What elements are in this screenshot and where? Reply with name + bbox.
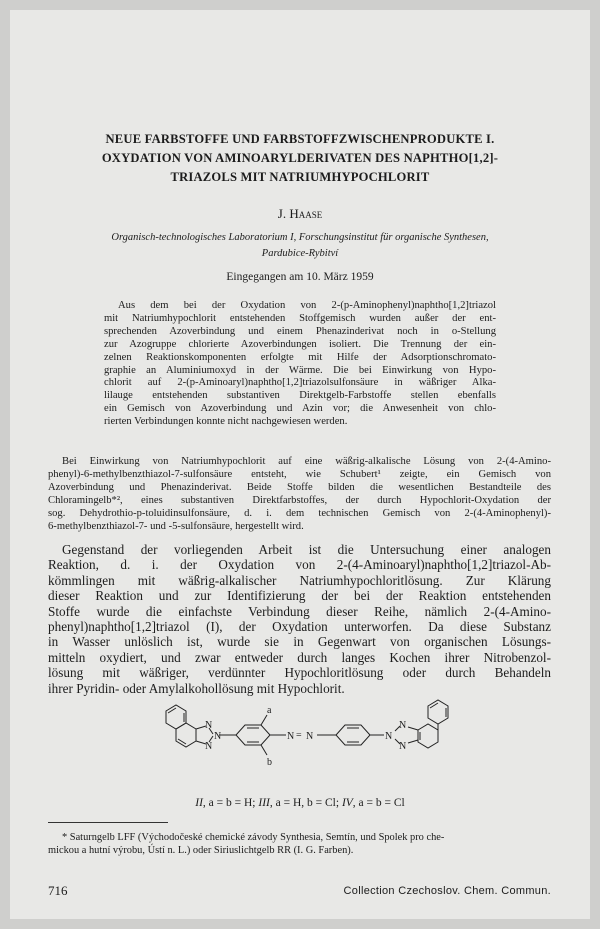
intro-line: 6-methylbenzthiazol-7- und -5-sulfonsäure, hergestellt wird. [48,520,304,532]
footnote-rule [48,822,168,823]
abstract-line: mit Natriumhypochlorit entstehenden Stoffgemisch wurden außer der ent- [104,312,496,324]
body-line: dieser Reaktion und zur Identifizierung der bei der Reaktion entstehenden [48,588,551,604]
caption-compound-number: IV [341,797,353,809]
n-atom-label: N [205,720,213,731]
figure-caption [50,796,550,810]
journal-page [10,10,590,919]
double-bond-sign: = [296,730,302,741]
n-atom-label: N [399,741,407,752]
abstract [104,300,496,429]
body-line: phenyl)naphtho[1,2]triazol (I), der Oxydation unterworfen. Da diese Substanz [48,619,551,635]
abstract-line: sprechenden Azoverbindung und einem Phenazinderivat noch in o-Stellung [104,325,496,337]
n-atom-label: N [306,731,314,742]
page-number: 716 [48,883,68,898]
affiliation-line: Pardubice-Rybitví [261,248,339,259]
author: J. Haase [277,206,323,221]
title-line: NEUE FARBSTOFFE UND FARBSTOFFZWISCHENPRODUKTE I. [105,132,495,146]
azo-structure-figure [150,698,480,790]
title-line: OXYDATION VON AMINOARYLDERIVATEN DES NAPHTHO[1,2]- [101,151,499,165]
abstract-line: graphie an Aluminiumoxyd in der Wärme. Die bei Einwirkung von Hypo- [104,364,496,376]
affiliation [60,230,540,262]
body-line: Reaktion, d. i. der Oxydation von 2-(4-Aminoaryl)naphtho[1,2]triazol-Ab- [48,557,551,573]
abstract-line: ein Gemisch von Azoverbindung und Azin vor; die Anwesenheit von chlo- [104,403,496,415]
abstract-line: lilauge entstehenden substantiven Direktgelb-Farbstoffe stellen ebenfalls [104,390,496,402]
right-naphthalene-ring-1 [418,724,438,748]
left-naphthalene-ring-1 [166,705,186,729]
substituent-b-label: b [267,757,272,768]
intro-paragraph [48,456,551,533]
body-line: Stoffe wurde die einfachste Verbindung dieser Reihe, nämlich 2-(4-Amino- [48,603,551,619]
body-line: ihrer Pyridin- oder Amylalkohollösung mit Hypochlorit. [48,680,345,696]
abstract-line: zur Azogruppe chlorierte Azoverbindungen isoliert. Die Trennung der ein- [104,338,496,350]
journal-name: Collection Czechoslov. Chem. Commun. [343,885,551,897]
footnote [48,831,551,857]
n-atom-label: N [287,731,295,742]
body-line: lösung mit wäßriger, verdünnter Hypochloritlösung oder durch Behandeln [48,665,551,681]
caption-text: , a = H, b = Cl; [269,797,340,809]
caption-compound-number: II [195,797,203,809]
left-naphthalene-ring-2 [176,723,196,747]
body-line: mitteln oxydiert, und zwar entweder durch langes Kochen ihrer Nitrobenzol- [48,649,551,665]
n-atom-label: N [399,720,407,731]
received-date: Eingegangen am 10. März 1959 [226,271,374,283]
footnote-line: mickou a hutní výrobu, Ústí n. L.) oder Siriuslichtgelb RR (I. G. Farben). [48,845,354,856]
body-line: Gegenstand der vorliegenden Arbeit ist die Untersuchung einer analogen [62,542,551,557]
abstract-line: rierten Verbindungen konnte nicht nachgewiesen werden. [104,416,348,428]
title-line: TRIAZOLS MIT NATRIUMHYPOCHLORIT [170,170,430,184]
intro-line: Chloramingelb*², eines substantiven Direktfarbstoffes, der durch Hypochlorit-Oxydation der [48,494,551,506]
n-atom-label: N [385,731,393,742]
caption-text: , a = b = Cl [352,797,405,809]
footnote-line: * Saturngelb LFF (Východočeské chemické závody Synthesia, Semtín, und Spolek pro che- [62,832,445,843]
article-title [50,130,550,187]
abstract-line: zelnen Reaktionskomponenten erfolgte mit Hilfe der Adsorptionschromato- [104,351,496,363]
abstract-line: Aus dem bei der Oxydation von 2-(p-Aminophenyl)naphtho[1,2]triazol [118,300,496,311]
intro-line: Azoverbindung und Phenazinderivat. Beide Stoffe bilden die wesentlichen Bestandteile des [48,481,551,493]
substituent-a-label: a [267,705,272,716]
body-line: kömmlingen mit wäßrig-alkalischer Natriumhypochloritlösung. Zur Klärung [48,572,551,588]
affiliation-line: Organisch-technologisches Laboratorium I, Forschungsinstitut für organische Synthesen, [111,232,489,243]
n-atom-label: N [205,741,213,752]
body-paragraph [48,542,551,696]
body-line: in Wasser unlöslich ist, wurde sie in Gegenwart von organischen Lösungs- [48,634,551,650]
caption-text: , a = b = H; [202,797,256,809]
caption-compound-number: III [258,797,270,809]
intro-line: phenyl)-6-methylbenzthiazol-7-sulfonsäure entsteht, wie Schubert¹ zeigte, ein Gemisch von [48,468,551,480]
n-atom-label: N [214,731,222,742]
right-naphthalene-ring-2 [428,700,448,724]
abstract-line: chlorit auf 2-(p-Aminoaryl)naphtho[1,2]triazolsulfonsäure in wäßriger Alka- [104,377,496,389]
intro-line: Bei Einwirkung von Natriumhypochlorit auf eine wäßrig-alkalische Lösung von 2-(4-Amino- [62,456,551,467]
intro-line: sog. Dehydrothio-p-toluidinsulfonsäure, d. i. dem technischen Gemisch von 2-(4-Aminophenyl)- [48,507,551,519]
